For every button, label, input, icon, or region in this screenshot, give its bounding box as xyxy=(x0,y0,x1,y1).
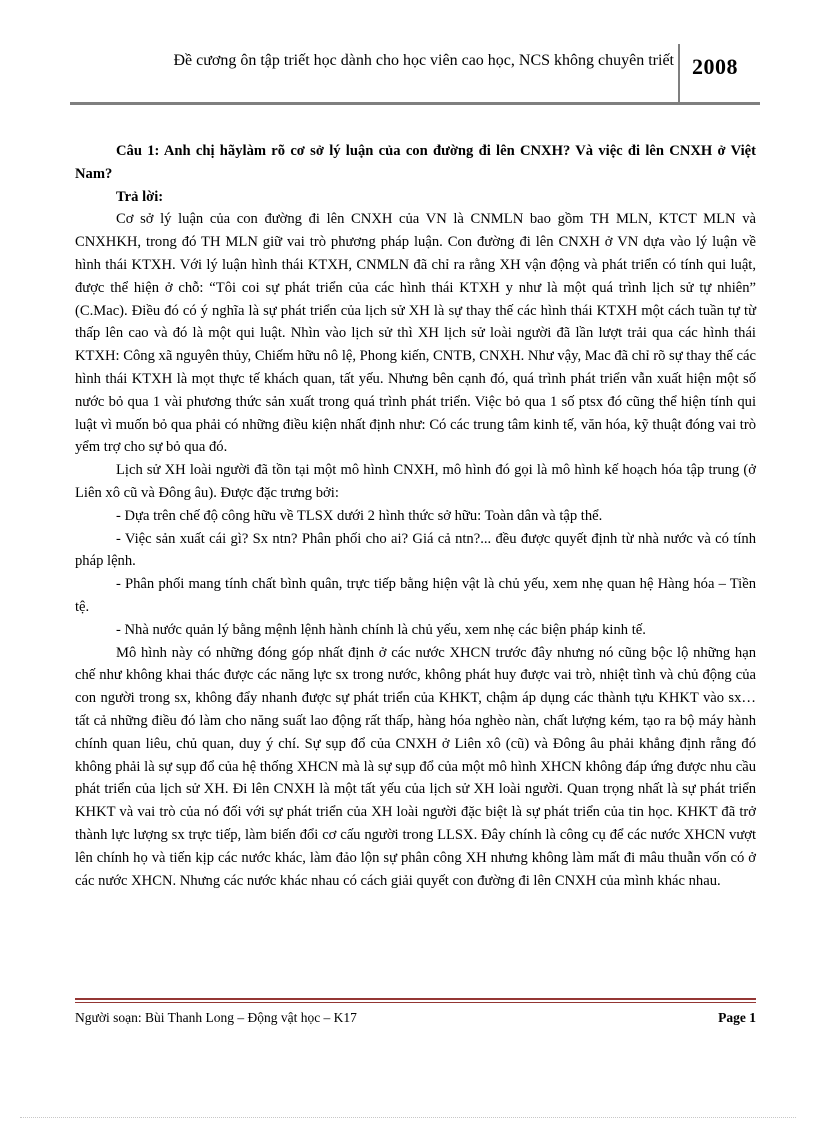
header-title: Đề cương ôn tập triết học dành cho học viên cao học, NCS không chuyên triết xyxy=(173,52,674,69)
document-body xyxy=(75,140,756,892)
paragraph: Mô hình này có những đóng góp nhất định ở các nước XHCN trước đây nhưng nó cũng bộc lộ những hạn chế như không khai thác được các năng lực sx trong nước, không phát huy được vai trò, nhiệt tình và chủ động của con người trong sx, không đẩy nhanh được sự phát triển của KHKT, chậm áp dụng các thành tựu KHKT vào sx… tất cả những điều đó làm cho năng suất lao động rất thấp, hàng hóa nghèo nàn, chất lượng kém, tạo ra bộ máy hành chính quan liêu, chủ quan, duy ý chí. Sự sụp đổ của CNXH ở Liên xô (cũ) và Đông âu phải khẳng định rằng đó không phải là sự sụp đổ của hệ thống XHCN mà là sự sụp đổ của một mô hình XHCN không đáp ứng được nhu cầu phát triển của lịch sử XH. Đi lên CNXH là một tất yếu của lịch sử XH loài người. Quan trọng nhất là sự phát triển KHKT và vai trò của nó đối với sự phát triển của XH loài người đặc biệt là sự phát triển của tin học. KHKT đã trở thành lực lượng sx trực tiếp, làm biến đổi cơ cấu người trong LLSX. Đây chính là công cụ để các nước XHCN vượt lên chính họ và tiến kịp các nước khác, làm đảo lộn sự phân công XH nhưng không làm mất đi mâu thuẫn vốn có ở các nước XHCN. Nhưng các nước khác nhau có cách giải quyết con đường đi lên CNXH của mình khác nhau. xyxy=(75,644,756,889)
paragraph: Lịch sử XH loài người đã tồn tại một mô hình CNXH, mô hình đó gọi là mô hình kế hoạch hóa tập trung (ở Liên xô cũ và Đông âu). Được đặc trưng bởi: xyxy=(75,462,756,501)
list-item: - Việc sản xuất cái gì? Sx ntn? Phân phối cho ai? Giá cả ntn?... đều được quyết định từ nhà nước và có tính pháp lệnh. xyxy=(75,530,756,570)
paragraph: Cơ sở lý luận của con đường đi lên CNXH của VN là CNMLN bao gồm TH MLN, KTCT MLN và CNXHKH, trong đó TH MLN giữ vai trò phương pháp luận. Con đường đi lên CNXH ở VN dựa vào lý luận về hình thái KTXH. Với lý luận hình thái KTXH, CNMLN đã chỉ ra rằng XH vận động và phát triển có tính qui luật, được thể hiện ở chỗ: “Tôi coi sự phát triển của các hình thái KTXH y như là một quá trình lịch sử tự nhiên” (C.Mac). Điều đó có ý nghĩa là sự phát triển của lịch sử XH là sự thay thế các hình thái KTXH một cách tuần tự từ thấp lên cao và đó là một qui luật. Nhìn vào lịch sử thì XH lịch sử loài người đã lần lượt trải qua các hình thái KTXH: Công xã nguyên thủy, Chiếm hữu nô lệ, Phong kiến, CNTB, CNXH. Như vậy, Mac đã chỉ rõ sự thay thế các hình thái KTXH là mọt thực tế khách quan, tất yếu. Nhưng bên cạnh đó, quá trình phát triển vẫn xuất hiện một số nước bỏ qua 1 vài phương thức sản xuất trong quá trình phát triển. Việc bỏ qua 1 số ptsx đó cũng thể hiện tính qui luật vì muốn bỏ qua phải có những điều kiện nhất định như: Có các trung tâm kinh tế, văn hóa, kỹ thuật đóng vai trò yểm trợ cho sự bỏ qua đó. xyxy=(75,211,756,456)
list-item: - Dựa trên chế độ công hữu về TLSX dưới 2 hình thức sở hữu: Toàn dân và tập thể. xyxy=(116,507,603,524)
question-heading: Câu 1: Anh chị hãylàm rõ cơ sở lý luận của con đường đi lên CNXH? Và việc đi lên CNXH ở Việt Nam? xyxy=(75,143,756,182)
page-header xyxy=(70,44,760,106)
page-number: Page 1 xyxy=(718,1010,756,1025)
header-vertical-divider xyxy=(678,44,680,104)
header-year: 2008 xyxy=(692,54,738,79)
footer-divider xyxy=(75,998,756,1003)
list-item: - Nhà nước quản lý bằng mệnh lệnh hành chính là chủ yếu, xem nhẹ các biện pháp kinh tế. xyxy=(116,621,646,638)
footer-author: Người soạn: Bùi Thanh Long – Động vật học – K17 xyxy=(75,1010,357,1025)
answer-label: Trả lời: xyxy=(116,188,164,205)
header-underline xyxy=(70,102,760,105)
list-item: - Phân phối mang tính chất bình quân, trực tiếp bằng hiện vật là chủ yếu, xem nhẹ quan hệ Hàng hóa – Tiền tệ. xyxy=(75,576,756,615)
page-bottom-edge xyxy=(20,1117,796,1118)
